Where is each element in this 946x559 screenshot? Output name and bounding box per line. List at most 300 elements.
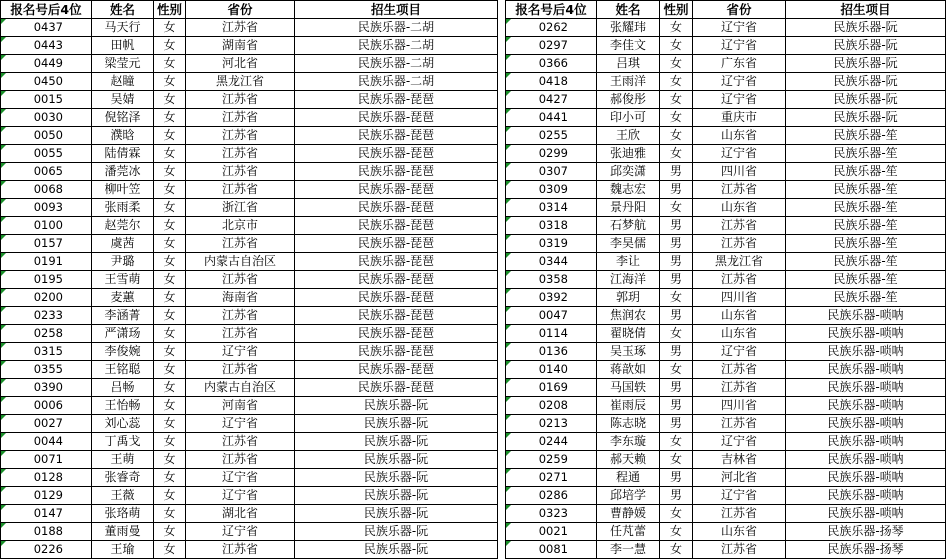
- cell-name[interactable]: 印小可: [597, 109, 660, 127]
- cell-province[interactable]: 江苏省: [186, 181, 295, 199]
- cell-gender[interactable]: 女: [660, 451, 693, 469]
- cell-program[interactable]: 民族乐器-二胡: [295, 37, 498, 55]
- cell-program[interactable]: 民族乐器-阮: [786, 55, 946, 73]
- cell-id[interactable]: 0200: [1, 289, 92, 307]
- cell-gender[interactable]: 女: [660, 505, 693, 523]
- cell-province[interactable]: 重庆市: [693, 109, 786, 127]
- cell-province[interactable]: 江苏省: [693, 361, 786, 379]
- cell-gender[interactable]: 女: [154, 145, 186, 163]
- cell-program[interactable]: 民族乐器-阮: [295, 433, 498, 451]
- cell-name[interactable]: 焦润农: [597, 307, 660, 325]
- cell-program[interactable]: 民族乐器-阮: [786, 73, 946, 91]
- cell-id[interactable]: 0286: [506, 487, 597, 505]
- cell-id[interactable]: 0044: [1, 433, 92, 451]
- cell-name[interactable]: 张睿奇: [92, 469, 154, 487]
- cell-id[interactable]: 0443: [1, 37, 92, 55]
- cell-name[interactable]: 倪铭泽: [92, 109, 154, 127]
- cell-gender[interactable]: 男: [660, 379, 693, 397]
- cell-name[interactable]: 李昊儒: [597, 235, 660, 253]
- cell-id[interactable]: 0068: [1, 181, 92, 199]
- cell-program[interactable]: 民族乐器-阮: [786, 91, 946, 109]
- cell-province[interactable]: 辽宁省: [186, 415, 295, 433]
- cell-name[interactable]: 曹静媛: [597, 505, 660, 523]
- cell-gender[interactable]: 女: [154, 271, 186, 289]
- cell-province[interactable]: 河北省: [186, 55, 295, 73]
- cell-province[interactable]: 江苏省: [693, 505, 786, 523]
- cell-id[interactable]: 0437: [1, 19, 92, 37]
- cell-name[interactable]: 濮晗: [92, 127, 154, 145]
- cell-name[interactable]: 田帆: [92, 37, 154, 55]
- cell-name[interactable]: 陈志晓: [597, 415, 660, 433]
- cell-name[interactable]: 张珞萌: [92, 505, 154, 523]
- cell-id[interactable]: 0055: [1, 145, 92, 163]
- cell-id[interactable]: 0418: [506, 73, 597, 91]
- cell-program[interactable]: 民族乐器-唢呐: [786, 487, 946, 505]
- cell-name[interactable]: 李一慧: [597, 541, 660, 559]
- cell-id[interactable]: 0027: [1, 415, 92, 433]
- cell-gender[interactable]: 女: [660, 91, 693, 109]
- cell-id[interactable]: 0169: [506, 379, 597, 397]
- cell-province[interactable]: 黑龙江省: [693, 253, 786, 271]
- cell-gender[interactable]: 女: [660, 433, 693, 451]
- cell-name[interactable]: 程通: [597, 469, 660, 487]
- cell-name[interactable]: 赵莞尔: [92, 217, 154, 235]
- cell-id[interactable]: 0441: [506, 109, 597, 127]
- cell-province[interactable]: 浙江省: [186, 199, 295, 217]
- cell-name[interactable]: 李佳文: [597, 37, 660, 55]
- cell-program[interactable]: 民族乐器-笙: [786, 163, 946, 181]
- cell-gender[interactable]: 男: [660, 253, 693, 271]
- cell-program[interactable]: 民族乐器-阮: [295, 397, 498, 415]
- cell-id[interactable]: 0129: [1, 487, 92, 505]
- cell-program[interactable]: 民族乐器-阮: [295, 469, 498, 487]
- cell-program[interactable]: 民族乐器-琵琶: [295, 325, 498, 343]
- cell-id[interactable]: 0355: [1, 361, 92, 379]
- cell-id[interactable]: 0213: [506, 415, 597, 433]
- cell-program[interactable]: 民族乐器-琵琶: [295, 163, 498, 181]
- cell-id[interactable]: 0258: [1, 325, 92, 343]
- cell-province[interactable]: 江苏省: [186, 163, 295, 181]
- cell-program[interactable]: 民族乐器-琵琶: [295, 217, 498, 235]
- cell-name[interactable]: 蒋歆如: [597, 361, 660, 379]
- cell-gender[interactable]: 女: [154, 469, 186, 487]
- cell-program[interactable]: 民族乐器-唢呐: [786, 505, 946, 523]
- cell-name[interactable]: 张雨柔: [92, 199, 154, 217]
- cell-province[interactable]: 江苏省: [693, 379, 786, 397]
- cell-gender[interactable]: 女: [154, 253, 186, 271]
- cell-name[interactable]: 郭玥: [597, 289, 660, 307]
- cell-id[interactable]: 0071: [1, 451, 92, 469]
- cell-gender[interactable]: 女: [154, 217, 186, 235]
- cell-name[interactable]: 邱奕潇: [597, 163, 660, 181]
- cell-province[interactable]: 辽宁省: [186, 469, 295, 487]
- cell-program[interactable]: 民族乐器-二胡: [295, 73, 498, 91]
- cell-province[interactable]: 江苏省: [186, 145, 295, 163]
- cell-province[interactable]: 四川省: [693, 397, 786, 415]
- cell-gender[interactable]: 女: [660, 361, 693, 379]
- cell-program[interactable]: 民族乐器-琵琶: [295, 307, 498, 325]
- cell-gender[interactable]: 女: [154, 289, 186, 307]
- cell-id[interactable]: 0344: [506, 253, 597, 271]
- cell-id[interactable]: 0315: [1, 343, 92, 361]
- cell-gender[interactable]: 女: [154, 451, 186, 469]
- cell-province[interactable]: 山东省: [693, 325, 786, 343]
- cell-program[interactable]: 民族乐器-笙: [786, 253, 946, 271]
- cell-program[interactable]: 民族乐器-琵琶: [295, 361, 498, 379]
- cell-name[interactable]: 郝天赖: [597, 451, 660, 469]
- cell-name[interactable]: 石梦航: [597, 217, 660, 235]
- cell-name[interactable]: 王欣: [597, 127, 660, 145]
- cell-province[interactable]: 吉林省: [693, 451, 786, 469]
- cell-province[interactable]: 湖南省: [186, 37, 295, 55]
- cell-name[interactable]: 吕琪: [597, 55, 660, 73]
- cell-gender[interactable]: 男: [660, 487, 693, 505]
- cell-id[interactable]: 0136: [506, 343, 597, 361]
- cell-province[interactable]: 山东省: [693, 199, 786, 217]
- cell-program[interactable]: 民族乐器-琵琶: [295, 271, 498, 289]
- cell-id[interactable]: 0030: [1, 109, 92, 127]
- cell-program[interactable]: 民族乐器-二胡: [295, 19, 498, 37]
- cell-gender[interactable]: 女: [154, 325, 186, 343]
- cell-program[interactable]: 民族乐器-琵琶: [295, 109, 498, 127]
- cell-province[interactable]: 海南省: [186, 289, 295, 307]
- cell-gender[interactable]: 女: [154, 487, 186, 505]
- cell-province[interactable]: 辽宁省: [693, 343, 786, 361]
- cell-name[interactable]: 翟晓倩: [597, 325, 660, 343]
- cell-program[interactable]: 民族乐器-琵琶: [295, 289, 498, 307]
- cell-gender[interactable]: 女: [154, 235, 186, 253]
- cell-program[interactable]: 民族乐器-笙: [786, 289, 946, 307]
- cell-gender[interactable]: 女: [154, 379, 186, 397]
- cell-program[interactable]: 民族乐器-阮: [786, 19, 946, 37]
- cell-province[interactable]: 江苏省: [693, 235, 786, 253]
- cell-gender[interactable]: 女: [154, 127, 186, 145]
- cell-province[interactable]: 江苏省: [693, 217, 786, 235]
- cell-program[interactable]: 民族乐器-唢呐: [786, 469, 946, 487]
- cell-name[interactable]: 张迪雅: [597, 145, 660, 163]
- cell-gender[interactable]: 男: [660, 469, 693, 487]
- cell-id[interactable]: 0366: [506, 55, 597, 73]
- cell-id[interactable]: 0006: [1, 397, 92, 415]
- cell-program[interactable]: 民族乐器-阮: [295, 541, 498, 559]
- cell-program[interactable]: 民族乐器-阮: [295, 505, 498, 523]
- cell-program[interactable]: 民族乐器-笙: [786, 127, 946, 145]
- cell-gender[interactable]: 男: [660, 271, 693, 289]
- cell-gender[interactable]: 女: [154, 91, 186, 109]
- cell-name[interactable]: 董雨曼: [92, 523, 154, 541]
- cell-gender[interactable]: 女: [660, 199, 693, 217]
- cell-gender[interactable]: 女: [154, 73, 186, 91]
- cell-program[interactable]: 民族乐器-阮: [295, 415, 498, 433]
- cell-name[interactable]: 李让: [597, 253, 660, 271]
- cell-name[interactable]: 吕畅: [92, 379, 154, 397]
- cell-province[interactable]: 山东省: [693, 127, 786, 145]
- cell-province[interactable]: 江苏省: [186, 541, 295, 559]
- cell-gender[interactable]: 男: [660, 343, 693, 361]
- cell-id[interactable]: 0449: [1, 55, 92, 73]
- cell-province[interactable]: 湖北省: [186, 505, 295, 523]
- cell-id[interactable]: 0021: [506, 523, 597, 541]
- cell-program[interactable]: 民族乐器-扬琴: [786, 523, 946, 541]
- cell-program[interactable]: 民族乐器-唢呐: [786, 451, 946, 469]
- cell-id[interactable]: 0392: [506, 289, 597, 307]
- cell-id[interactable]: 0191: [1, 253, 92, 271]
- cell-province[interactable]: 江苏省: [186, 451, 295, 469]
- cell-name[interactable]: 吴婧: [92, 91, 154, 109]
- cell-province[interactable]: 江苏省: [186, 271, 295, 289]
- cell-gender[interactable]: 女: [154, 361, 186, 379]
- cell-province[interactable]: 辽宁省: [693, 91, 786, 109]
- cell-gender[interactable]: 女: [154, 523, 186, 541]
- cell-program[interactable]: 民族乐器-唢呐: [786, 307, 946, 325]
- cell-province[interactable]: 辽宁省: [693, 487, 786, 505]
- cell-name[interactable]: 李涵菁: [92, 307, 154, 325]
- cell-name[interactable]: 赵瞳: [92, 73, 154, 91]
- cell-program[interactable]: 民族乐器-笙: [786, 235, 946, 253]
- cell-province[interactable]: 黑龙江省: [186, 73, 295, 91]
- cell-id[interactable]: 0114: [506, 325, 597, 343]
- cell-gender[interactable]: 女: [660, 37, 693, 55]
- cell-province[interactable]: 山东省: [693, 523, 786, 541]
- cell-gender[interactable]: 女: [660, 541, 693, 559]
- cell-name[interactable]: 王萌: [92, 451, 154, 469]
- cell-id[interactable]: 0140: [506, 361, 597, 379]
- cell-name[interactable]: 尹璐: [92, 253, 154, 271]
- cell-province[interactable]: 江苏省: [693, 541, 786, 559]
- cell-id[interactable]: 0309: [506, 181, 597, 199]
- cell-province[interactable]: 江苏省: [186, 127, 295, 145]
- cell-province[interactable]: 四川省: [693, 289, 786, 307]
- cell-gender[interactable]: 女: [154, 343, 186, 361]
- cell-name[interactable]: 梁莹元: [92, 55, 154, 73]
- cell-program[interactable]: 民族乐器-琵琶: [295, 343, 498, 361]
- cell-id[interactable]: 0358: [506, 271, 597, 289]
- cell-program[interactable]: 民族乐器-唢呐: [786, 325, 946, 343]
- cell-id[interactable]: 0047: [506, 307, 597, 325]
- cell-province[interactable]: 辽宁省: [693, 73, 786, 91]
- cell-id[interactable]: 0427: [506, 91, 597, 109]
- cell-province[interactable]: 江苏省: [186, 91, 295, 109]
- cell-name[interactable]: 吴玉琢: [597, 343, 660, 361]
- cell-id[interactable]: 0323: [506, 505, 597, 523]
- cell-id[interactable]: 0128: [1, 469, 92, 487]
- cell-name[interactable]: 李俊婉: [92, 343, 154, 361]
- cell-id[interactable]: 0255: [506, 127, 597, 145]
- cell-gender[interactable]: 男: [660, 235, 693, 253]
- cell-id[interactable]: 0081: [506, 541, 597, 559]
- cell-id[interactable]: 0093: [1, 199, 92, 217]
- cell-program[interactable]: 民族乐器-琵琶: [295, 235, 498, 253]
- cell-id[interactable]: 0065: [1, 163, 92, 181]
- cell-gender[interactable]: 女: [154, 433, 186, 451]
- cell-gender[interactable]: 女: [660, 127, 693, 145]
- cell-name[interactable]: 王薇: [92, 487, 154, 505]
- cell-name[interactable]: 王雪萌: [92, 271, 154, 289]
- cell-id[interactable]: 0297: [506, 37, 597, 55]
- cell-id[interactable]: 0390: [1, 379, 92, 397]
- cell-gender[interactable]: 男: [660, 181, 693, 199]
- cell-province[interactable]: 江苏省: [693, 181, 786, 199]
- cell-province[interactable]: 江苏省: [186, 325, 295, 343]
- cell-gender[interactable]: 女: [154, 109, 186, 127]
- cell-province[interactable]: 辽宁省: [186, 487, 295, 505]
- cell-id[interactable]: 0195: [1, 271, 92, 289]
- cell-gender[interactable]: 女: [660, 289, 693, 307]
- cell-program[interactable]: 民族乐器-笙: [786, 199, 946, 217]
- cell-province[interactable]: 江苏省: [186, 361, 295, 379]
- cell-id[interactable]: 0259: [506, 451, 597, 469]
- cell-gender[interactable]: 男: [660, 163, 693, 181]
- cell-name[interactable]: 崔雨辰: [597, 397, 660, 415]
- cell-gender[interactable]: 女: [154, 19, 186, 37]
- cell-province[interactable]: 辽宁省: [186, 523, 295, 541]
- cell-province[interactable]: 辽宁省: [693, 37, 786, 55]
- cell-gender[interactable]: 女: [660, 73, 693, 91]
- cell-gender[interactable]: 女: [154, 415, 186, 433]
- cell-name[interactable]: 虞茜: [92, 235, 154, 253]
- cell-id[interactable]: 0244: [506, 433, 597, 451]
- cell-gender[interactable]: 女: [660, 19, 693, 37]
- cell-id[interactable]: 0450: [1, 73, 92, 91]
- cell-province[interactable]: 辽宁省: [186, 343, 295, 361]
- cell-program[interactable]: 民族乐器-琵琶: [295, 253, 498, 271]
- cell-gender[interactable]: 女: [154, 55, 186, 73]
- cell-province[interactable]: 江苏省: [693, 271, 786, 289]
- cell-province[interactable]: 江苏省: [186, 19, 295, 37]
- cell-program[interactable]: 民族乐器-唢呐: [786, 397, 946, 415]
- cell-id[interactable]: 0208: [506, 397, 597, 415]
- cell-province[interactable]: 江苏省: [186, 235, 295, 253]
- cell-gender[interactable]: 女: [154, 505, 186, 523]
- cell-program[interactable]: 民族乐器-琵琶: [295, 379, 498, 397]
- cell-name[interactable]: 邱培学: [597, 487, 660, 505]
- cell-gender[interactable]: 女: [154, 307, 186, 325]
- cell-name[interactable]: 丁禹戈: [92, 433, 154, 451]
- cell-program[interactable]: 民族乐器-唢呐: [786, 415, 946, 433]
- cell-name[interactable]: 潘莞冰: [92, 163, 154, 181]
- cell-province[interactable]: 江苏省: [186, 433, 295, 451]
- cell-gender[interactable]: 女: [660, 325, 693, 343]
- cell-name[interactable]: 郝俊彤: [597, 91, 660, 109]
- cell-gender[interactable]: 女: [154, 181, 186, 199]
- cell-name[interactable]: 刘心蕊: [92, 415, 154, 433]
- cell-gender[interactable]: 女: [660, 55, 693, 73]
- cell-id[interactable]: 0307: [506, 163, 597, 181]
- cell-name[interactable]: 麦蕙: [92, 289, 154, 307]
- cell-program[interactable]: 民族乐器-阮: [786, 37, 946, 55]
- cell-name[interactable]: 陆倩霖: [92, 145, 154, 163]
- cell-name[interactable]: 马天行: [92, 19, 154, 37]
- cell-program[interactable]: 民族乐器-笙: [786, 217, 946, 235]
- cell-gender[interactable]: 男: [660, 217, 693, 235]
- cell-program[interactable]: 民族乐器-唢呐: [786, 433, 946, 451]
- cell-id[interactable]: 0318: [506, 217, 597, 235]
- cell-province[interactable]: 内蒙古自治区: [186, 379, 295, 397]
- cell-name[interactable]: 张耀玮: [597, 19, 660, 37]
- cell-province[interactable]: 辽宁省: [693, 433, 786, 451]
- cell-program[interactable]: 民族乐器-阮: [295, 487, 498, 505]
- cell-name[interactable]: 魏志宏: [597, 181, 660, 199]
- cell-gender[interactable]: 女: [660, 145, 693, 163]
- cell-name[interactable]: 马国轶: [597, 379, 660, 397]
- cell-program[interactable]: 民族乐器-扬琴: [786, 541, 946, 559]
- cell-program[interactable]: 民族乐器-笙: [786, 271, 946, 289]
- cell-name[interactable]: 柳叶笠: [92, 181, 154, 199]
- cell-province[interactable]: 河南省: [186, 397, 295, 415]
- cell-name[interactable]: 王瑜: [92, 541, 154, 559]
- cell-id[interactable]: 0050: [1, 127, 92, 145]
- cell-name[interactable]: 严潇玚: [92, 325, 154, 343]
- cell-province[interactable]: 内蒙古自治区: [186, 253, 295, 271]
- cell-id[interactable]: 0157: [1, 235, 92, 253]
- cell-program[interactable]: 民族乐器-笙: [786, 181, 946, 199]
- cell-province[interactable]: 北京市: [186, 217, 295, 235]
- cell-id[interactable]: 0262: [506, 19, 597, 37]
- cell-name[interactable]: 江海洋: [597, 271, 660, 289]
- cell-program[interactable]: 民族乐器-阮: [786, 109, 946, 127]
- cell-id[interactable]: 0015: [1, 91, 92, 109]
- cell-name[interactable]: 李东璇: [597, 433, 660, 451]
- cell-gender[interactable]: 男: [660, 415, 693, 433]
- cell-gender[interactable]: 女: [154, 541, 186, 559]
- cell-id[interactable]: 0100: [1, 217, 92, 235]
- cell-id[interactable]: 0314: [506, 199, 597, 217]
- cell-program[interactable]: 民族乐器-唢呐: [786, 343, 946, 361]
- cell-gender[interactable]: 女: [154, 199, 186, 217]
- cell-program[interactable]: 民族乐器-笙: [786, 145, 946, 163]
- cell-province[interactable]: 江苏省: [186, 307, 295, 325]
- cell-gender[interactable]: 男: [660, 397, 693, 415]
- cell-gender[interactable]: 女: [154, 37, 186, 55]
- cell-gender[interactable]: 女: [660, 523, 693, 541]
- cell-id[interactable]: 0233: [1, 307, 92, 325]
- cell-program[interactable]: 民族乐器-阮: [295, 523, 498, 541]
- cell-program[interactable]: 民族乐器-琵琶: [295, 199, 498, 217]
- cell-gender[interactable]: 女: [154, 397, 186, 415]
- cell-name[interactable]: 王铭聪: [92, 361, 154, 379]
- cell-program[interactable]: 民族乐器-琵琶: [295, 181, 498, 199]
- cell-program[interactable]: 民族乐器-唢呐: [786, 361, 946, 379]
- cell-province[interactable]: 江苏省: [186, 109, 295, 127]
- cell-id[interactable]: 0271: [506, 469, 597, 487]
- cell-province[interactable]: 辽宁省: [693, 19, 786, 37]
- cell-province[interactable]: 广东省: [693, 55, 786, 73]
- cell-province[interactable]: 辽宁省: [693, 145, 786, 163]
- cell-program[interactable]: 民族乐器-二胡: [295, 55, 498, 73]
- cell-name[interactable]: 任芃蕾: [597, 523, 660, 541]
- cell-gender[interactable]: 男: [660, 307, 693, 325]
- cell-name[interactable]: 王雨洋: [597, 73, 660, 91]
- cell-id[interactable]: 0299: [506, 145, 597, 163]
- cell-id[interactable]: 0147: [1, 505, 92, 523]
- cell-id[interactable]: 0226: [1, 541, 92, 559]
- cell-program[interactable]: 民族乐器-唢呐: [786, 379, 946, 397]
- cell-province[interactable]: 山东省: [693, 307, 786, 325]
- cell-province[interactable]: 河北省: [693, 469, 786, 487]
- cell-province[interactable]: 江苏省: [693, 415, 786, 433]
- cell-program[interactable]: 民族乐器-琵琶: [295, 91, 498, 109]
- cell-name[interactable]: 王怡畅: [92, 397, 154, 415]
- cell-name[interactable]: 景丹阳: [597, 199, 660, 217]
- cell-gender[interactable]: 女: [660, 109, 693, 127]
- cell-id[interactable]: 0188: [1, 523, 92, 541]
- cell-program[interactable]: 民族乐器-阮: [295, 451, 498, 469]
- cell-id[interactable]: 0319: [506, 235, 597, 253]
- cell-program[interactable]: 民族乐器-琵琶: [295, 127, 498, 145]
- cell-gender[interactable]: 女: [154, 163, 186, 181]
- cell-province[interactable]: 四川省: [693, 163, 786, 181]
- cell-program[interactable]: 民族乐器-琵琶: [295, 145, 498, 163]
